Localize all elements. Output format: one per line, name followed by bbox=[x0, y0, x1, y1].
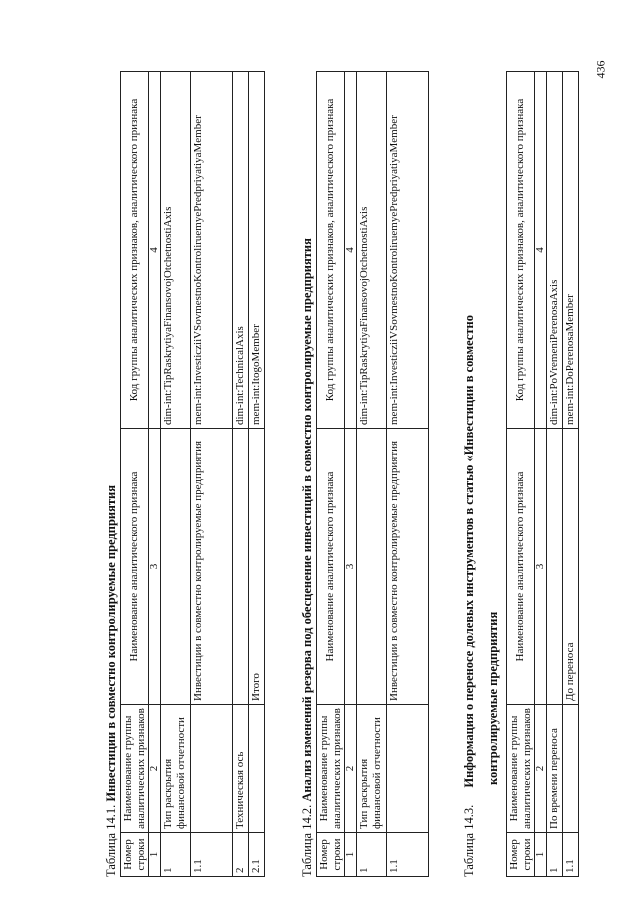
column-number: 3 bbox=[535, 429, 547, 705]
header-row bbox=[507, 72, 535, 877]
column-number: 4 bbox=[149, 72, 161, 429]
page-number: 436 bbox=[593, 60, 608, 79]
table-cell: 1 bbox=[547, 833, 563, 877]
header-cell: Наименование аналитического признака bbox=[317, 429, 345, 705]
table-row bbox=[547, 72, 563, 877]
caption-prefix: Таблица 14.1. bbox=[104, 804, 118, 877]
header-cell: Номер строки bbox=[507, 833, 535, 877]
column-number: 1 bbox=[149, 833, 161, 877]
column-number: 4 bbox=[535, 72, 547, 429]
table-cell: 1.1 bbox=[191, 833, 233, 877]
table-cell bbox=[233, 429, 249, 705]
caption-title-continued: контролируемые предприятия bbox=[486, 611, 500, 785]
table-cell: dim-int:PoVremeniPerenosaAxis bbox=[547, 72, 563, 429]
table-row bbox=[387, 72, 429, 877]
header-cell: Наименование аналитического признака bbox=[121, 429, 149, 705]
table-row bbox=[233, 72, 249, 877]
column-number-row bbox=[345, 72, 357, 877]
header-cell: Код группы аналитических признаков, аналитического признака bbox=[507, 72, 535, 429]
table-cell: 2.1 bbox=[248, 833, 264, 877]
table-cell: Техническая ось bbox=[233, 705, 249, 833]
table-14-1-caption bbox=[104, 485, 119, 877]
table-cell bbox=[161, 429, 191, 705]
column-number: 2 bbox=[345, 705, 357, 833]
column-number: 2 bbox=[149, 705, 161, 833]
column-number-row bbox=[149, 72, 161, 877]
table-cell: Тип раскрытия финансовой отчетности bbox=[357, 705, 387, 833]
table-14-2 bbox=[316, 71, 429, 877]
table-cell: mem-int:InvesticziiVSovmestnoKontroliruemyePredpriyatiyaMember bbox=[191, 72, 233, 429]
header-cell: Наименование аналитического признака bbox=[507, 429, 535, 705]
table-cell: dim-int:TipRaskrytiyaFinansovojOtchetnostiAxis bbox=[357, 72, 387, 429]
header-cell: Код группы аналитических признаков, аналитического признака bbox=[317, 72, 345, 429]
header-cell: Номер строки bbox=[317, 833, 345, 877]
column-number: 3 bbox=[149, 429, 161, 705]
table-cell: mem-int:DoPerenosaMember bbox=[562, 72, 578, 429]
table-cell: Итого bbox=[248, 429, 264, 705]
caption-prefix: Таблица 14.3. bbox=[462, 804, 476, 877]
caption-title: Анализ изменений резерва под обесценение инвестиций в совместно контролируемые предприятия bbox=[300, 238, 314, 802]
table-cell bbox=[248, 705, 264, 833]
table-cell: mem-int:InvesticziiVSovmestnoKontroliruemyePredpriyatiyaMember bbox=[387, 72, 429, 429]
column-number: 1 bbox=[535, 833, 547, 877]
table-14-3 bbox=[506, 71, 579, 877]
table-cell bbox=[387, 705, 429, 833]
table-14-1 bbox=[120, 71, 265, 877]
header-row bbox=[121, 72, 149, 877]
table-row bbox=[562, 72, 578, 877]
column-number: 3 bbox=[345, 429, 357, 705]
header-cell: Номер строки bbox=[121, 833, 149, 877]
table-row bbox=[191, 72, 233, 877]
table-row bbox=[248, 72, 264, 877]
table-cell bbox=[562, 705, 578, 833]
column-number-row bbox=[535, 72, 547, 877]
table-cell bbox=[191, 705, 233, 833]
table-cell: 1.1 bbox=[387, 833, 429, 877]
column-number: 1 bbox=[345, 833, 357, 877]
table-cell: 1 bbox=[161, 833, 191, 877]
table-cell: По времени переноса bbox=[547, 705, 563, 833]
table-cell: 1 bbox=[357, 833, 387, 877]
header-cell: Наименование группы аналитических признаков bbox=[507, 705, 535, 833]
caption-title: Инвестиции в совместно контролируемые предприятия bbox=[104, 485, 118, 802]
column-number: 4 bbox=[345, 72, 357, 429]
table-cell: Инвестиции в совместно контролируемые предприятия bbox=[191, 429, 233, 705]
table-14-2-caption bbox=[300, 238, 315, 877]
table-cell: До переноса bbox=[562, 429, 578, 705]
header-cell: Наименование группы аналитических признаков bbox=[121, 705, 149, 833]
table-cell: Тип раскрытия финансовой отчетности bbox=[161, 705, 191, 833]
table-cell bbox=[547, 429, 563, 705]
table-cell: Инвестиции в совместно контролируемые предприятия bbox=[387, 429, 429, 705]
table-cell: dim-int:TipRaskrytiyaFinansovojOtchetnostiAxis bbox=[161, 72, 191, 429]
column-number: 2 bbox=[535, 705, 547, 833]
header-cell: Код группы аналитических признаков, аналитического признака bbox=[121, 72, 149, 429]
table-cell: 2 bbox=[233, 833, 249, 877]
caption-title: Информация о переносе долевых инструментов в статью «Инвестиции в совместно bbox=[462, 315, 476, 788]
table-14-3-caption-line2 bbox=[486, 612, 501, 785]
table-row bbox=[161, 72, 191, 877]
table-cell: 1.1 bbox=[562, 833, 578, 877]
table-cell: dim-int:TechnicalAxis bbox=[233, 72, 249, 429]
table-14-3-caption bbox=[462, 315, 477, 877]
table-cell: mem-int:ItogoMember bbox=[248, 72, 264, 429]
table-cell bbox=[357, 429, 387, 705]
header-cell: Наименование группы аналитических признаков bbox=[317, 705, 345, 833]
table-row bbox=[357, 72, 387, 877]
caption-prefix: Таблица 14.2. bbox=[300, 804, 314, 877]
header-row bbox=[317, 72, 345, 877]
